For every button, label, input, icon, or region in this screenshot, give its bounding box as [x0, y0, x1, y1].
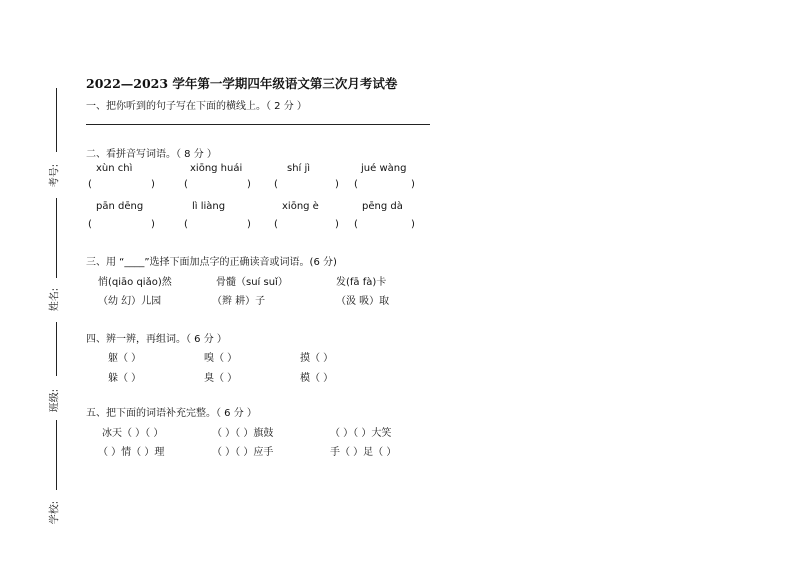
answer-paren-open-7[interactable]: ( [274, 219, 278, 230]
binding-line-2 [56, 198, 57, 278]
q5-heading: 五、把下面的词语补充完整。（ 6 分 ） [86, 408, 257, 419]
answer-paren-open-3[interactable]: ( [274, 179, 278, 190]
pinyin-5: pān dēng [96, 201, 144, 212]
pinyin-7: xiōng è [282, 201, 319, 212]
binding-line-4 [56, 420, 57, 490]
class-label: 班级: [49, 388, 61, 413]
answer-paren-close-4[interactable]: ) [411, 179, 415, 190]
q4-item-1[interactable]: 躯（ ） [108, 353, 142, 364]
answer-paren-open-4[interactable]: ( [354, 179, 358, 190]
q5-item-1[interactable]: 冰天（ ）（ ） [102, 428, 164, 439]
answer-paren-close-2[interactable]: ) [247, 179, 251, 190]
name-label: 姓名: [49, 287, 61, 312]
answer-paren-open-5[interactable]: ( [88, 219, 92, 230]
q5-item-5[interactable]: （ ）（ ）应手 [212, 447, 274, 458]
q3-item-3[interactable]: 发(fā fà)卡 [336, 277, 387, 288]
q5-item-3[interactable]: （ ）（ ）大笑 [330, 428, 392, 439]
q1-heading: 一、把你听到的句子写在下面的横线上。（ 2 分 ） [86, 101, 307, 112]
q5-item-2[interactable]: （ ）（ ）旗鼓 [212, 428, 274, 439]
school-label: 学校: [49, 500, 61, 525]
answer-paren-open-2[interactable]: ( [184, 179, 188, 190]
q3-item-2[interactable]: 骨髓（suí suǐ） [216, 277, 288, 288]
q3-heading: 三、用 “____”选择下面加点字的正确读音或词语。(6 分) [86, 257, 337, 268]
q3-item-6[interactable]: （汲 吸）取 [336, 296, 390, 307]
q1-answer-line[interactable] [86, 124, 430, 125]
pinyin-4: jué wàng [361, 163, 407, 174]
q4-heading: 四、辨一辨，再组词。（ 6 分 ） [86, 334, 227, 345]
q4-item-5[interactable]: 臭（ ） [204, 373, 238, 384]
answer-paren-close-5[interactable]: ) [151, 219, 155, 230]
pinyin-2: xiōng huái [190, 163, 243, 174]
pinyin-1: xùn chì [96, 163, 133, 174]
answer-paren-close-3[interactable]: ) [335, 179, 339, 190]
pinyin-6: lì liàng [192, 201, 226, 212]
pinyin-8: pēng dà [362, 201, 403, 212]
pinyin-3: shí jì [287, 163, 311, 174]
answer-paren-close-1[interactable]: ) [151, 179, 155, 190]
q3-item-4[interactable]: （幼 幻）儿园 [98, 296, 162, 307]
q4-item-4[interactable]: 躲（ ） [108, 373, 142, 384]
answer-paren-open-8[interactable]: ( [354, 219, 358, 230]
answer-paren-open-1[interactable]: ( [88, 179, 92, 190]
answer-paren-close-6[interactable]: ) [247, 219, 251, 230]
q3-item-1[interactable]: 悄(qiāo qiǎo)然 [98, 277, 172, 288]
exam-title: 2022—2023 学年第一学期四年级语文第三次月考试卷 [86, 76, 398, 91]
q5-item-4[interactable]: （ ）情（ ）理 [98, 447, 165, 458]
q4-item-2[interactable]: 嗅（ ） [204, 353, 238, 364]
binding-line-1 [56, 88, 57, 152]
q2-heading: 二、看拼音写词语。（ 8 分 ） [86, 149, 217, 160]
answer-paren-close-8[interactable]: ) [411, 219, 415, 230]
answer-paren-open-6[interactable]: ( [184, 219, 188, 230]
binding-line-3 [56, 322, 57, 376]
answer-paren-close-7[interactable]: ) [335, 219, 339, 230]
q5-item-6[interactable]: 手（ ）足（ ） [330, 447, 397, 458]
exam-number-label: 考号: [49, 163, 61, 188]
q4-item-3[interactable]: 摸（ ） [300, 353, 334, 364]
q3-item-5[interactable]: （辫 耕）子 [212, 296, 266, 307]
q4-item-6[interactable]: 模（ ） [300, 373, 334, 384]
